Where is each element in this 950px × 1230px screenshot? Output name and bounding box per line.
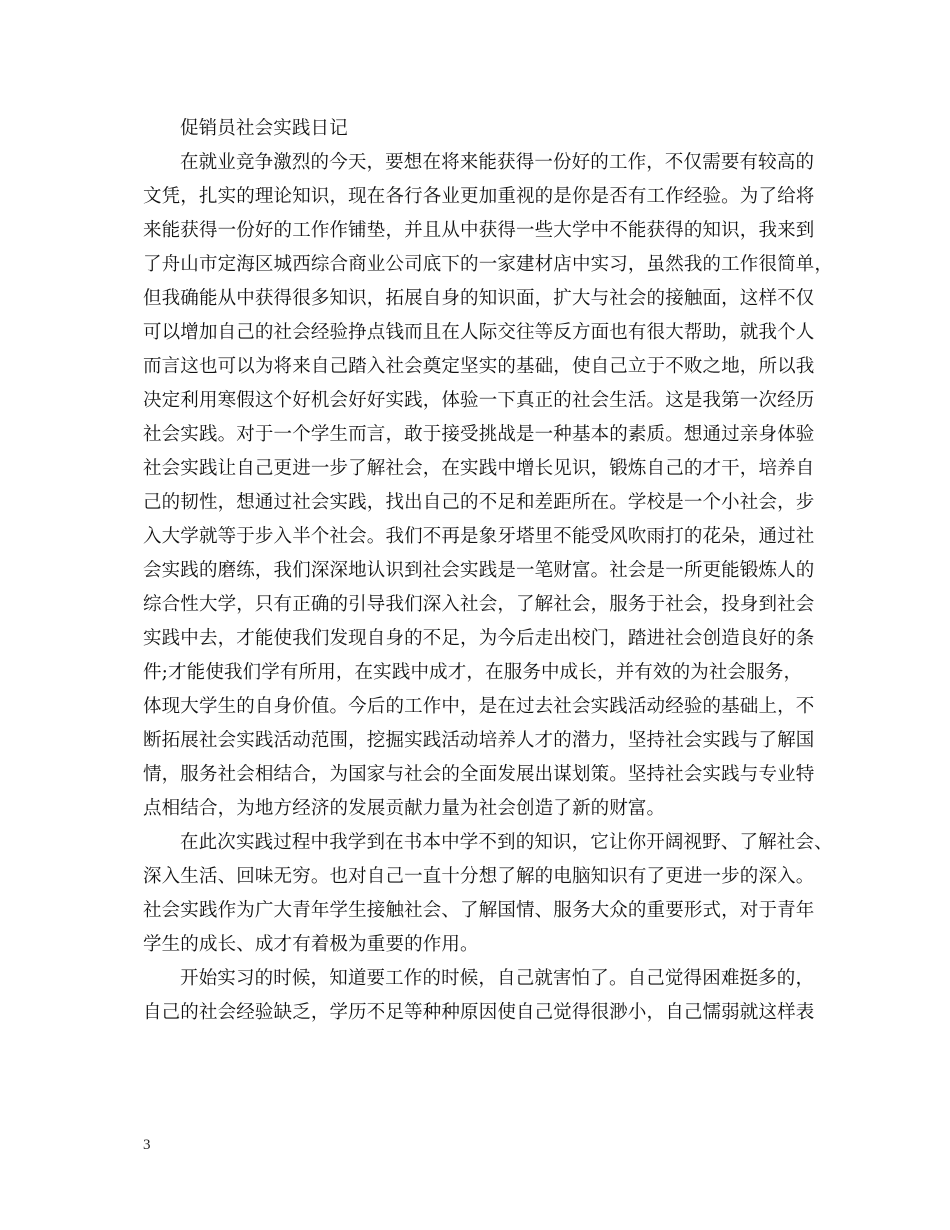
paragraph-line: 社会实践让自己更进一步了解社会，在实践中增长见识，锻炼自己的才干，培养自	[143, 458, 815, 479]
paragraph-line: 在就业竞争激烈的今天，要想在将来能获得一份好的工作，不仅需要有较高的	[180, 152, 815, 173]
paragraph-line: 深入生活、回味无穷。也对自己一直十分想了解的电脑知识有了更进一步的深入。	[143, 866, 815, 887]
paragraph-line: 可以增加自己的社会经验挣点钱而且在人际交往等反方面也有很大帮助，就我个人	[143, 322, 815, 343]
paragraph-line: 社会实践。对于一个学生而言，敢于接受挑战是一种基本的素质。想通过亲身体验	[143, 424, 815, 445]
document-body	[143, 112, 834, 1030]
paragraph-line: 点相结合，为地方经济的发展贡献力量为社会创造了新的财富。	[143, 798, 666, 819]
paragraph-line: 但我确能从中获得很多知识，拓展自身的知识面，扩大与社会的接触面，这样不仅	[143, 288, 815, 309]
paragraph-line: 体现大学生的自身价值。今后的工作中，是在过去社会实践活动经验的基础上，不	[143, 696, 815, 717]
paragraph-line: 决定利用寒假这个好机会好好实践，体验一下真正的社会生活。这是我第一次经历	[143, 390, 815, 411]
paragraph-line: 学生的成长、成才有着极为重要的作用。	[143, 934, 479, 955]
paragraph-line: 己的韧性，想通过社会实践，找出自己的不足和差距所在。学校是一个小社会，步	[143, 492, 815, 513]
paragraph-line: 在此次实践过程中我学到在书本中学不到的知识，它让你开阔视野、了解社会、	[180, 832, 833, 853]
paragraph-line: 社会实践作为广大青年学生接触社会、了解国情、服务大众的重要形式，对于青年	[143, 900, 815, 921]
paragraph-line: 了舟山市定海区城西综合商业公司底下的一家建材店中实习，虽然我的工作很简单，	[143, 254, 834, 275]
paragraph-line: 来能获得一份好的工作作铺垫，并且从中获得一些大学中不能获得的知识，我来到	[143, 220, 815, 241]
paragraph-line: 入大学就等于步入半个社会。我们不再是象牙塔里不能受风吹雨打的花朵，通过社	[143, 526, 815, 547]
paragraph-line: 开始实习的时候，知道要工作的时候，自己就害怕了。自己觉得困难挺多的，	[180, 968, 815, 989]
paragraph-line: 会实践的磨练，我们深深地认识到社会实践是一笔财富。社会是一所更能锻炼人的	[143, 560, 815, 581]
paragraph-line: 自己的社会经验缺乏，学历不足等种种原因使自己觉得很渺小，自己懦弱就这样表	[143, 1002, 815, 1023]
document-title: 促销员社会实践日记	[180, 118, 348, 139]
paragraph-line: 件;才能使我们学有所用，在实践中成才，在服务中成长，并有效的为社会服务，	[143, 662, 803, 683]
paragraph-line: 文凭，扎实的理论知识，现在各行各业更加重视的是你是否有工作经验。为了给将	[143, 186, 815, 207]
paragraph-line: 实践中去，才能使我们发现自身的不足，为今后走出校门，踏进社会创造良好的条	[143, 628, 815, 649]
paragraph-line: 情，服务社会相结合，为国家与社会的全面发展出谋划策。坚持社会实践与专业特	[143, 764, 815, 785]
paragraph-line: 断拓展社会实践活动范围，挖掘实践活动培养人才的潜力，坚持社会实践与了解国	[143, 730, 815, 751]
page-number: 3	[143, 1137, 151, 1153]
paragraph-line: 而言这也可以为将来自己踏入社会奠定坚实的基础，使自己立于不败之地，所以我	[143, 356, 815, 377]
paragraph-line: 综合性大学，只有正确的引导我们深入社会，了解社会，服务于社会，投身到社会	[143, 594, 815, 615]
